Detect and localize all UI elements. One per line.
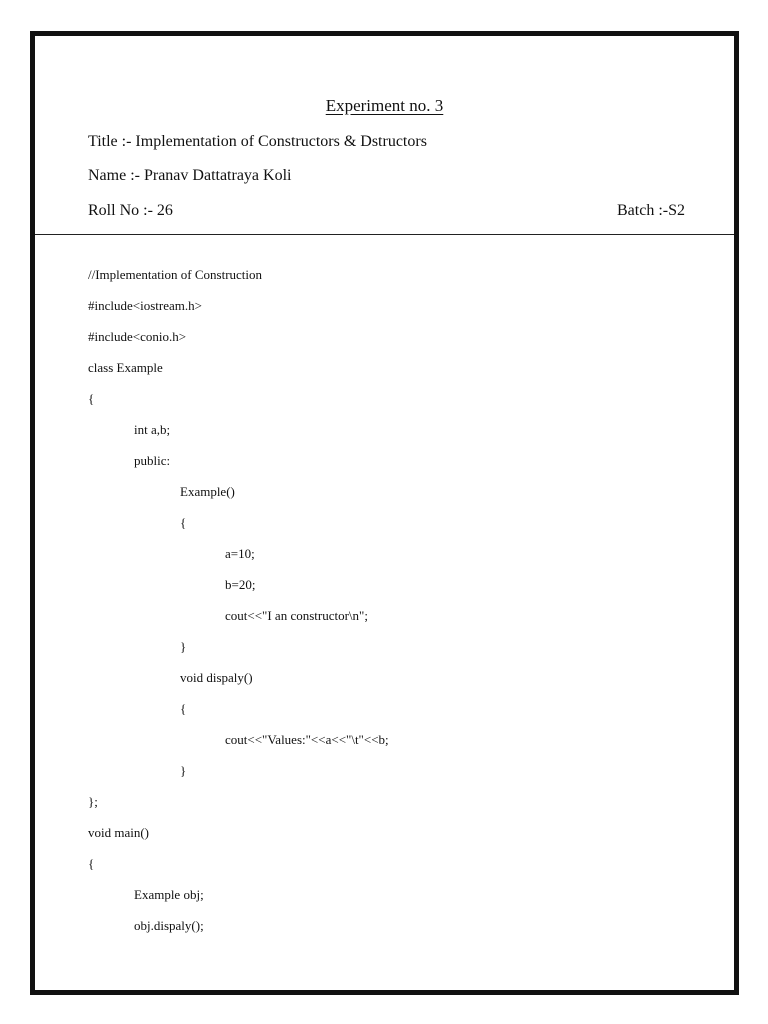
code-line: Example() (180, 484, 235, 499)
code-line: void main() (88, 825, 150, 840)
document-header (35, 36, 734, 236)
code-line: #include<conio.h> (88, 329, 187, 344)
code-line: { (88, 856, 95, 871)
roll-number-line: Roll No :- 26 (88, 202, 173, 219)
code-line: a=10; (225, 546, 255, 561)
code-line: { (180, 701, 187, 716)
batch-line: Batch :-S2 (617, 202, 685, 219)
code-line: { (180, 515, 187, 530)
code-listing (88, 267, 389, 949)
code-line: b=20; (225, 577, 256, 592)
code-line: }; (88, 794, 98, 809)
code-line: } (180, 763, 187, 778)
code-line: //Implementation of Construction (88, 267, 263, 282)
code-line: obj.dispaly(); (134, 918, 204, 933)
code-line: cout<<"Values:"<<a<<"\t"<<b; (225, 732, 389, 747)
code-line: } (180, 639, 187, 654)
code-line: cout<<"I an constructor\n"; (225, 608, 368, 623)
experiment-heading: Experiment no. 3 (325, 96, 444, 115)
header-divider (35, 234, 734, 235)
code-line: public: (134, 453, 171, 468)
code-line: #include<iostream.h> (88, 298, 202, 313)
document-page (30, 31, 739, 995)
title-line: Title :- Implementation of Constructors & Dstructors (88, 133, 427, 150)
code-line: int a,b; (134, 422, 171, 437)
code-line: Example obj; (134, 887, 204, 902)
code-line: class Example (88, 360, 163, 375)
name-line: Name :- Pranav Dattatraya Koli (88, 167, 292, 184)
code-line: void dispaly() (180, 670, 253, 685)
code-line: { (88, 391, 95, 406)
